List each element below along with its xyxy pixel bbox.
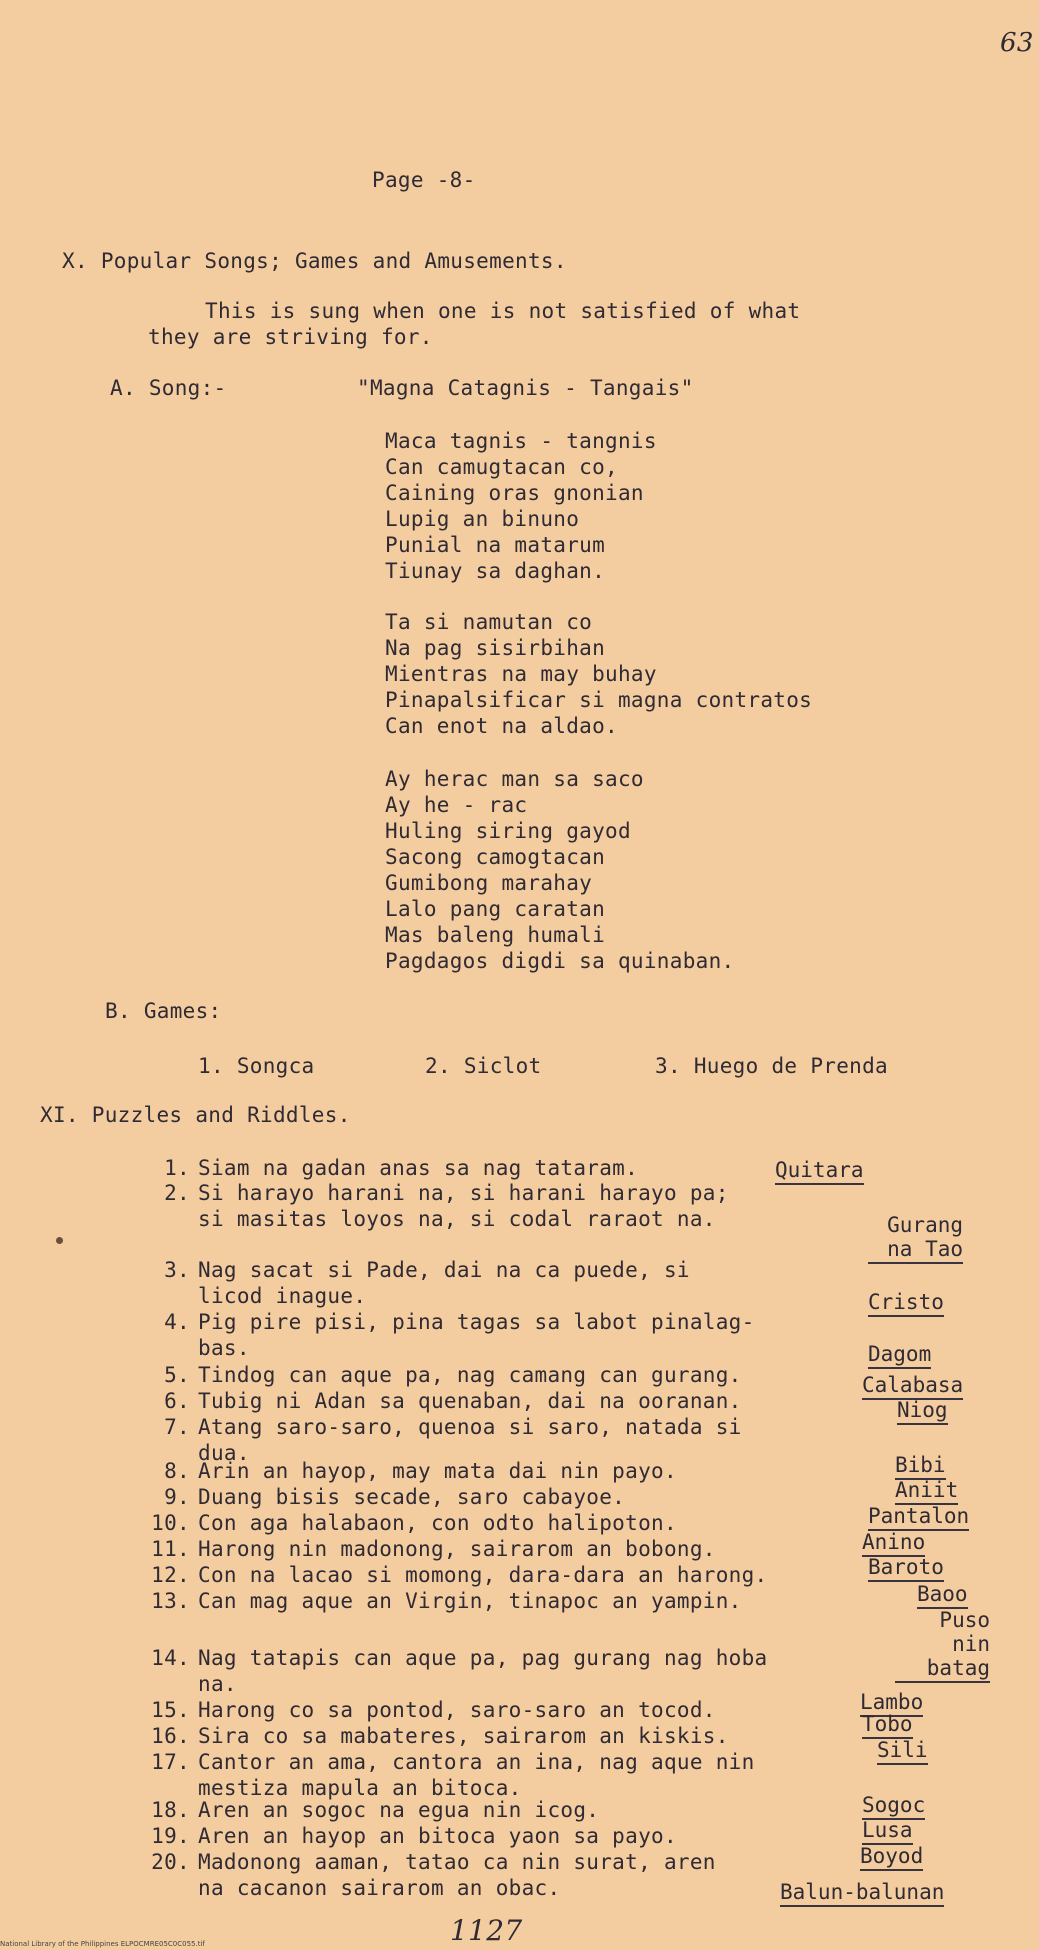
riddle-line xyxy=(150,1671,768,1697)
riddle-answer: Cristo xyxy=(868,1290,944,1317)
riddle-line xyxy=(150,1309,755,1335)
riddle-number: 20. xyxy=(151,1850,190,1874)
riddle-item xyxy=(150,1510,677,1536)
riddle-text: Arin an hayop, may mata dai nin payo. xyxy=(198,1459,677,1483)
riddle-number: 17. xyxy=(151,1750,190,1774)
riddle-answer: Gurang na Tao xyxy=(868,1213,963,1264)
riddle-line xyxy=(150,1155,638,1181)
section-x-title: X. Popular Songs; Games and Amusements. xyxy=(62,249,567,273)
riddle-item xyxy=(150,1849,716,1901)
riddle-item xyxy=(150,1749,755,1801)
song-title: "Magna Catagnis - Tangais" xyxy=(357,376,694,400)
riddle-item xyxy=(150,1155,638,1181)
riddle-line xyxy=(150,1697,716,1723)
riddle-line xyxy=(150,1510,677,1536)
riddle-item xyxy=(150,1697,716,1723)
riddle-answer: Boyod xyxy=(860,1844,923,1871)
riddle-item xyxy=(150,1797,599,1823)
stanza-line: Na pag sisirbihan xyxy=(385,636,606,660)
riddle-line xyxy=(150,1849,716,1875)
game-item: 1. Songca xyxy=(198,1054,315,1078)
riddle-line xyxy=(150,1588,742,1614)
riddle-line xyxy=(150,1723,729,1749)
riddle-answer: Pantalon xyxy=(868,1504,969,1531)
riddle-answer: Tobo xyxy=(862,1712,913,1739)
riddle-text: Pig pire pisi, pina tagas sa labot pinalag- xyxy=(198,1310,755,1334)
page-label: Page -8- xyxy=(372,168,476,192)
riddle-number: 3. xyxy=(164,1258,190,1282)
riddle-line xyxy=(150,1823,677,1849)
riddle-line xyxy=(150,1645,768,1671)
riddle-line xyxy=(150,1536,716,1562)
riddle-item xyxy=(150,1562,768,1588)
riddle-line xyxy=(150,1484,625,1510)
riddle-item xyxy=(150,1458,677,1484)
riddle-number: 14. xyxy=(151,1646,190,1670)
song-stanza-2 xyxy=(385,609,812,739)
riddle-answer: Anino xyxy=(862,1530,925,1557)
riddle-text: Tubig ni Adan sa quenaban, dai na ooranan. xyxy=(198,1389,742,1413)
riddle-text: licod inague. xyxy=(198,1284,367,1308)
riddle-item xyxy=(150,1388,742,1414)
riddle-answer: Balun-balunan xyxy=(780,1880,944,1907)
stanza-line: Mas baleng humali xyxy=(385,923,606,947)
riddle-text: Nag sacat si Pade, dai na ca puede, si xyxy=(198,1258,690,1282)
stanza-line: Lupig an binuno xyxy=(385,507,580,531)
riddle-number: 1. xyxy=(164,1156,190,1180)
riddle-answer: Lambo xyxy=(860,1690,923,1717)
riddle-item xyxy=(150,1309,755,1361)
riddle-line xyxy=(150,1283,690,1309)
stanza-line: Can enot na aldao. xyxy=(385,714,618,738)
riddle-number: 8. xyxy=(164,1459,190,1483)
riddle-number: 7. xyxy=(164,1415,190,1439)
riddle-item xyxy=(150,1362,742,1388)
riddle-number: 19. xyxy=(151,1824,190,1848)
riddle-answer: Niog xyxy=(897,1398,948,1425)
riddle-line xyxy=(150,1335,755,1361)
riddle-line xyxy=(150,1388,742,1414)
song-stanza-3 xyxy=(385,766,734,974)
riddle-number: 10. xyxy=(151,1511,190,1535)
section-xi-title: XI. Puzzles and Riddles. xyxy=(40,1103,351,1127)
footer-caption: National Library of the Philippines ELPOCMRE05C0C055.tif xyxy=(0,1940,205,1948)
riddle-number: 11. xyxy=(151,1537,190,1561)
game-item: 2. Siclot xyxy=(425,1054,542,1078)
stanza-line: Ta si namutan co xyxy=(385,610,593,634)
riddle-text: mestiza mapula an bitoca. xyxy=(198,1776,522,1800)
stanza-line: Pinapalsificar si magna contratos xyxy=(385,688,813,712)
riddle-text: Harong nin madonong, sairarom an bobong. xyxy=(198,1537,716,1561)
intro-line-2: they are striving for. xyxy=(148,325,433,349)
riddle-item xyxy=(150,1645,768,1697)
riddle-number: 13. xyxy=(151,1589,190,1613)
riddle-text: si masitas loyos na, si codal raraot na. xyxy=(198,1207,716,1231)
stanza-line: Gumibong marahay xyxy=(385,871,593,895)
riddle-line xyxy=(150,1875,716,1901)
stanza-line: Can camugtacan co, xyxy=(385,455,618,479)
riddle-line xyxy=(150,1206,729,1232)
riddle-text: Siam na gadan anas sa nag tataram. xyxy=(198,1156,639,1180)
stanza-line: Pagdagos digdi sa quinaban. xyxy=(385,949,735,973)
bottom-handwritten-mark: 1127 xyxy=(450,1914,523,1947)
stanza-line: Caining oras gnonian xyxy=(385,481,644,505)
riddle-number: 9. xyxy=(164,1485,190,1509)
riddle-number: 12. xyxy=(151,1563,190,1587)
riddle-item xyxy=(150,1257,690,1309)
stanza-line: Mientras na may buhay xyxy=(385,662,657,686)
riddle-text: Con aga halabaon, con odto halipoton. xyxy=(198,1511,677,1535)
riddle-line xyxy=(150,1180,729,1206)
riddle-text: na. xyxy=(198,1672,237,1696)
stanza-line: Tiunay sa daghan. xyxy=(385,559,606,583)
riddle-text: na cacanon sairarom an obac. xyxy=(198,1876,561,1900)
riddle-line xyxy=(150,1257,690,1283)
riddle-text: Can mag aque an Virgin, tinapoc an yampin. xyxy=(198,1589,742,1613)
riddle-answer: Calabasa xyxy=(862,1373,963,1400)
riddle-number: 5. xyxy=(164,1363,190,1387)
riddle-answer: Puso nin batag xyxy=(895,1608,990,1683)
riddle-text: Con na lacao si momong, dara-dara an harong. xyxy=(198,1563,768,1587)
riddle-number: 16. xyxy=(151,1724,190,1748)
song-label: A. Song:- xyxy=(110,376,227,400)
riddle-answer: Baoo xyxy=(917,1582,968,1609)
riddle-item xyxy=(150,1823,677,1849)
riddle-text: Tindog can aque pa, nag camang can gurang. xyxy=(198,1363,742,1387)
riddle-text: Atang saro-saro, quenoa si saro, natada si xyxy=(198,1415,742,1439)
riddle-answer: Aniit xyxy=(895,1478,958,1505)
riddle-number: 15. xyxy=(151,1698,190,1722)
riddle-number: 2. xyxy=(164,1181,190,1205)
riddle-line xyxy=(150,1362,742,1388)
stanza-line: Ay herac man sa saco xyxy=(385,767,644,791)
stanza-line: Huling siring gayod xyxy=(385,819,631,843)
riddle-item xyxy=(150,1180,729,1232)
riddle-text: Aren an sogoc na egua nin icog. xyxy=(198,1798,600,1822)
riddle-answer: Baroto xyxy=(868,1555,944,1582)
riddle-answer: Sogoc xyxy=(862,1793,925,1820)
riddle-line xyxy=(150,1797,599,1823)
riddle-text: Cantor an ama, cantora an ina, nag aque nin xyxy=(198,1750,755,1774)
riddle-answer: Sili xyxy=(877,1738,928,1765)
riddle-text: dua. xyxy=(198,1441,250,1465)
intro-line-1: This is sung when one is not satisfied of what xyxy=(205,299,801,323)
riddle-item xyxy=(150,1484,625,1510)
riddle-text: Duang bisis secade, saro cabayoe. xyxy=(198,1485,626,1509)
stanza-line: Ay he - rac xyxy=(385,793,528,817)
riddle-number: 4. xyxy=(164,1310,190,1334)
riddle-text: Madonong aaman, tatao ca nin surat, aren xyxy=(198,1850,716,1874)
riddle-line xyxy=(150,1458,677,1484)
riddle-answer: Bibi xyxy=(895,1453,946,1480)
riddle-item xyxy=(150,1536,716,1562)
stanza-line: Punial na matarum xyxy=(385,533,606,557)
riddle-text: Si harayo harani na, si harani harayo pa; xyxy=(198,1181,729,1205)
corner-page-number: 63 xyxy=(1000,28,1034,58)
riddle-answer: Quitara xyxy=(775,1158,864,1185)
stanza-line: Lalo pang caratan xyxy=(385,897,606,921)
riddle-text: Aren an hayop an bitoca yaon sa payo. xyxy=(198,1824,677,1848)
riddle-line xyxy=(150,1749,755,1775)
games-label: B. Games: xyxy=(105,999,222,1023)
riddle-text: Sira co sa mabateres, sairarom an kiskis. xyxy=(198,1724,729,1748)
ink-spot xyxy=(56,1237,63,1244)
riddle-text: bas. xyxy=(198,1336,250,1360)
riddle-line xyxy=(150,1414,742,1440)
game-item: 3. Huego de Prenda xyxy=(655,1054,888,1078)
stanza-line: Maca tagnis - tangnis xyxy=(385,429,657,453)
riddle-number: 6. xyxy=(164,1389,190,1413)
riddle-answer: Lusa xyxy=(862,1818,913,1845)
riddle-number: 18. xyxy=(151,1798,190,1822)
riddle-text: Harong co sa pontod, saro-saro an tocod. xyxy=(198,1698,716,1722)
riddle-answer: Dagom xyxy=(868,1342,931,1369)
stanza-line: Sacong camogtacan xyxy=(385,845,606,869)
riddle-item xyxy=(150,1723,729,1749)
riddle-item xyxy=(150,1588,742,1614)
song-stanza-1 xyxy=(385,428,657,584)
riddle-line xyxy=(150,1562,768,1588)
riddle-text: Nag tatapis can aque pa, pag gurang nag hoba xyxy=(198,1646,768,1670)
